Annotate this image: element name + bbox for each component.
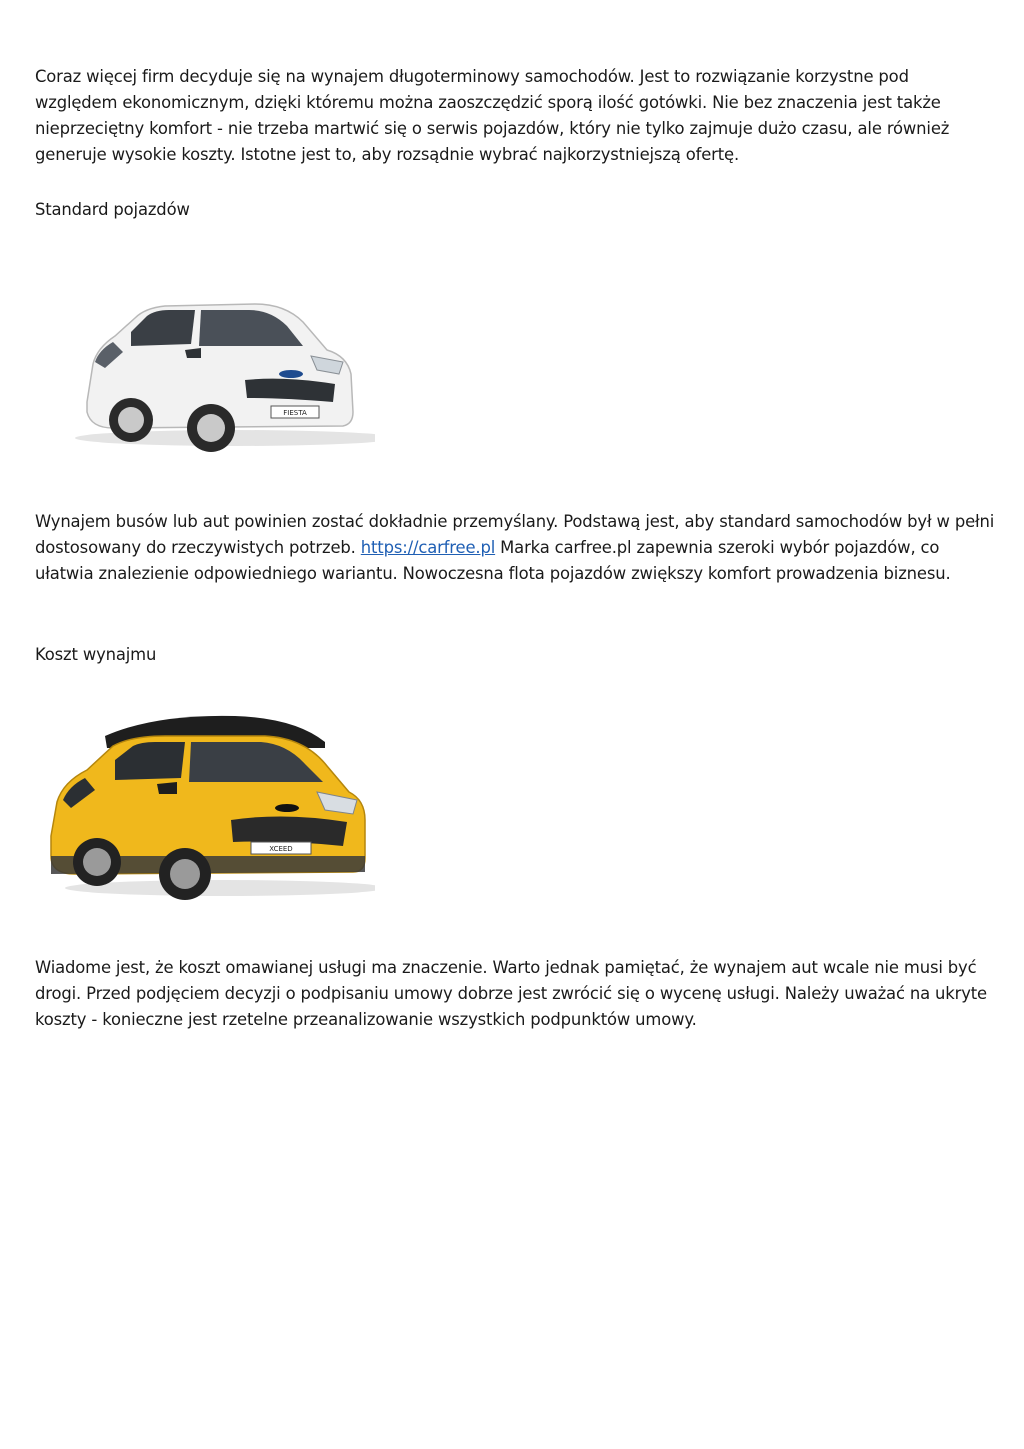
carfree-link[interactable]: https://carfree.pl xyxy=(360,538,496,557)
white-hatchback-car-image xyxy=(35,252,375,476)
section-heading-standard: Standard pojazdów xyxy=(35,200,190,219)
intro-paragraph: Coraz więcej firm decyduje się na wynajem długoterminowy samochodów. Jest to rozwiązanie korzystne pod względem ekonomicznym, dzięki któremu można zaoszczędzić sporą ilość gotówki. Nie bez znaczenia jest także nieprzeciętny komfort - nie trzeba martwić się o serwis pojazdów, który nie tylko zajmuje dużo czasu, ale również generuje wysokie koszty. Istotne jest to, aby rozsądnie wybrać najkorzystniejszą ofertę. xyxy=(35,67,950,164)
section1-text-after-link: Marka carfree.pl zapewnia szeroki wybór pojazdów, co ułatwia znalezienie odpowiedniego wariantu. Nowoczesna flota pojazdów zwiększy komfort prowadzenia biznesu. xyxy=(35,538,951,583)
section1-text-before-link: Wynajem busów lub aut powinien zostać dokładnie przemyślany. Podstawą jest, aby standard samochodów był w pełni dostosowany do rzeczywistych potrzeb. xyxy=(35,512,995,557)
bumper-badge-text: XCEED xyxy=(269,845,293,853)
section2-paragraph: Wiadome jest, że koszt omawianej usługi ma znaczenie. Warto jednak pamiętać, że wynajem aut wcale nie musi być drogi. Przed podjęciem decyzji o podpisaniu umowy dobrze jest zwrócić się o wycenę usługi. Należy uważać na ukryte koszty - konieczne jest rzetelne przeanalizowanie wszystkich podpunktów umowy. xyxy=(35,958,987,1029)
yellow-crossover-car-image xyxy=(35,696,375,922)
section-heading-cost: Koszt wynajmu xyxy=(35,645,157,664)
section1-paragraph xyxy=(35,509,995,587)
plate-text: FIESTA xyxy=(283,409,307,417)
